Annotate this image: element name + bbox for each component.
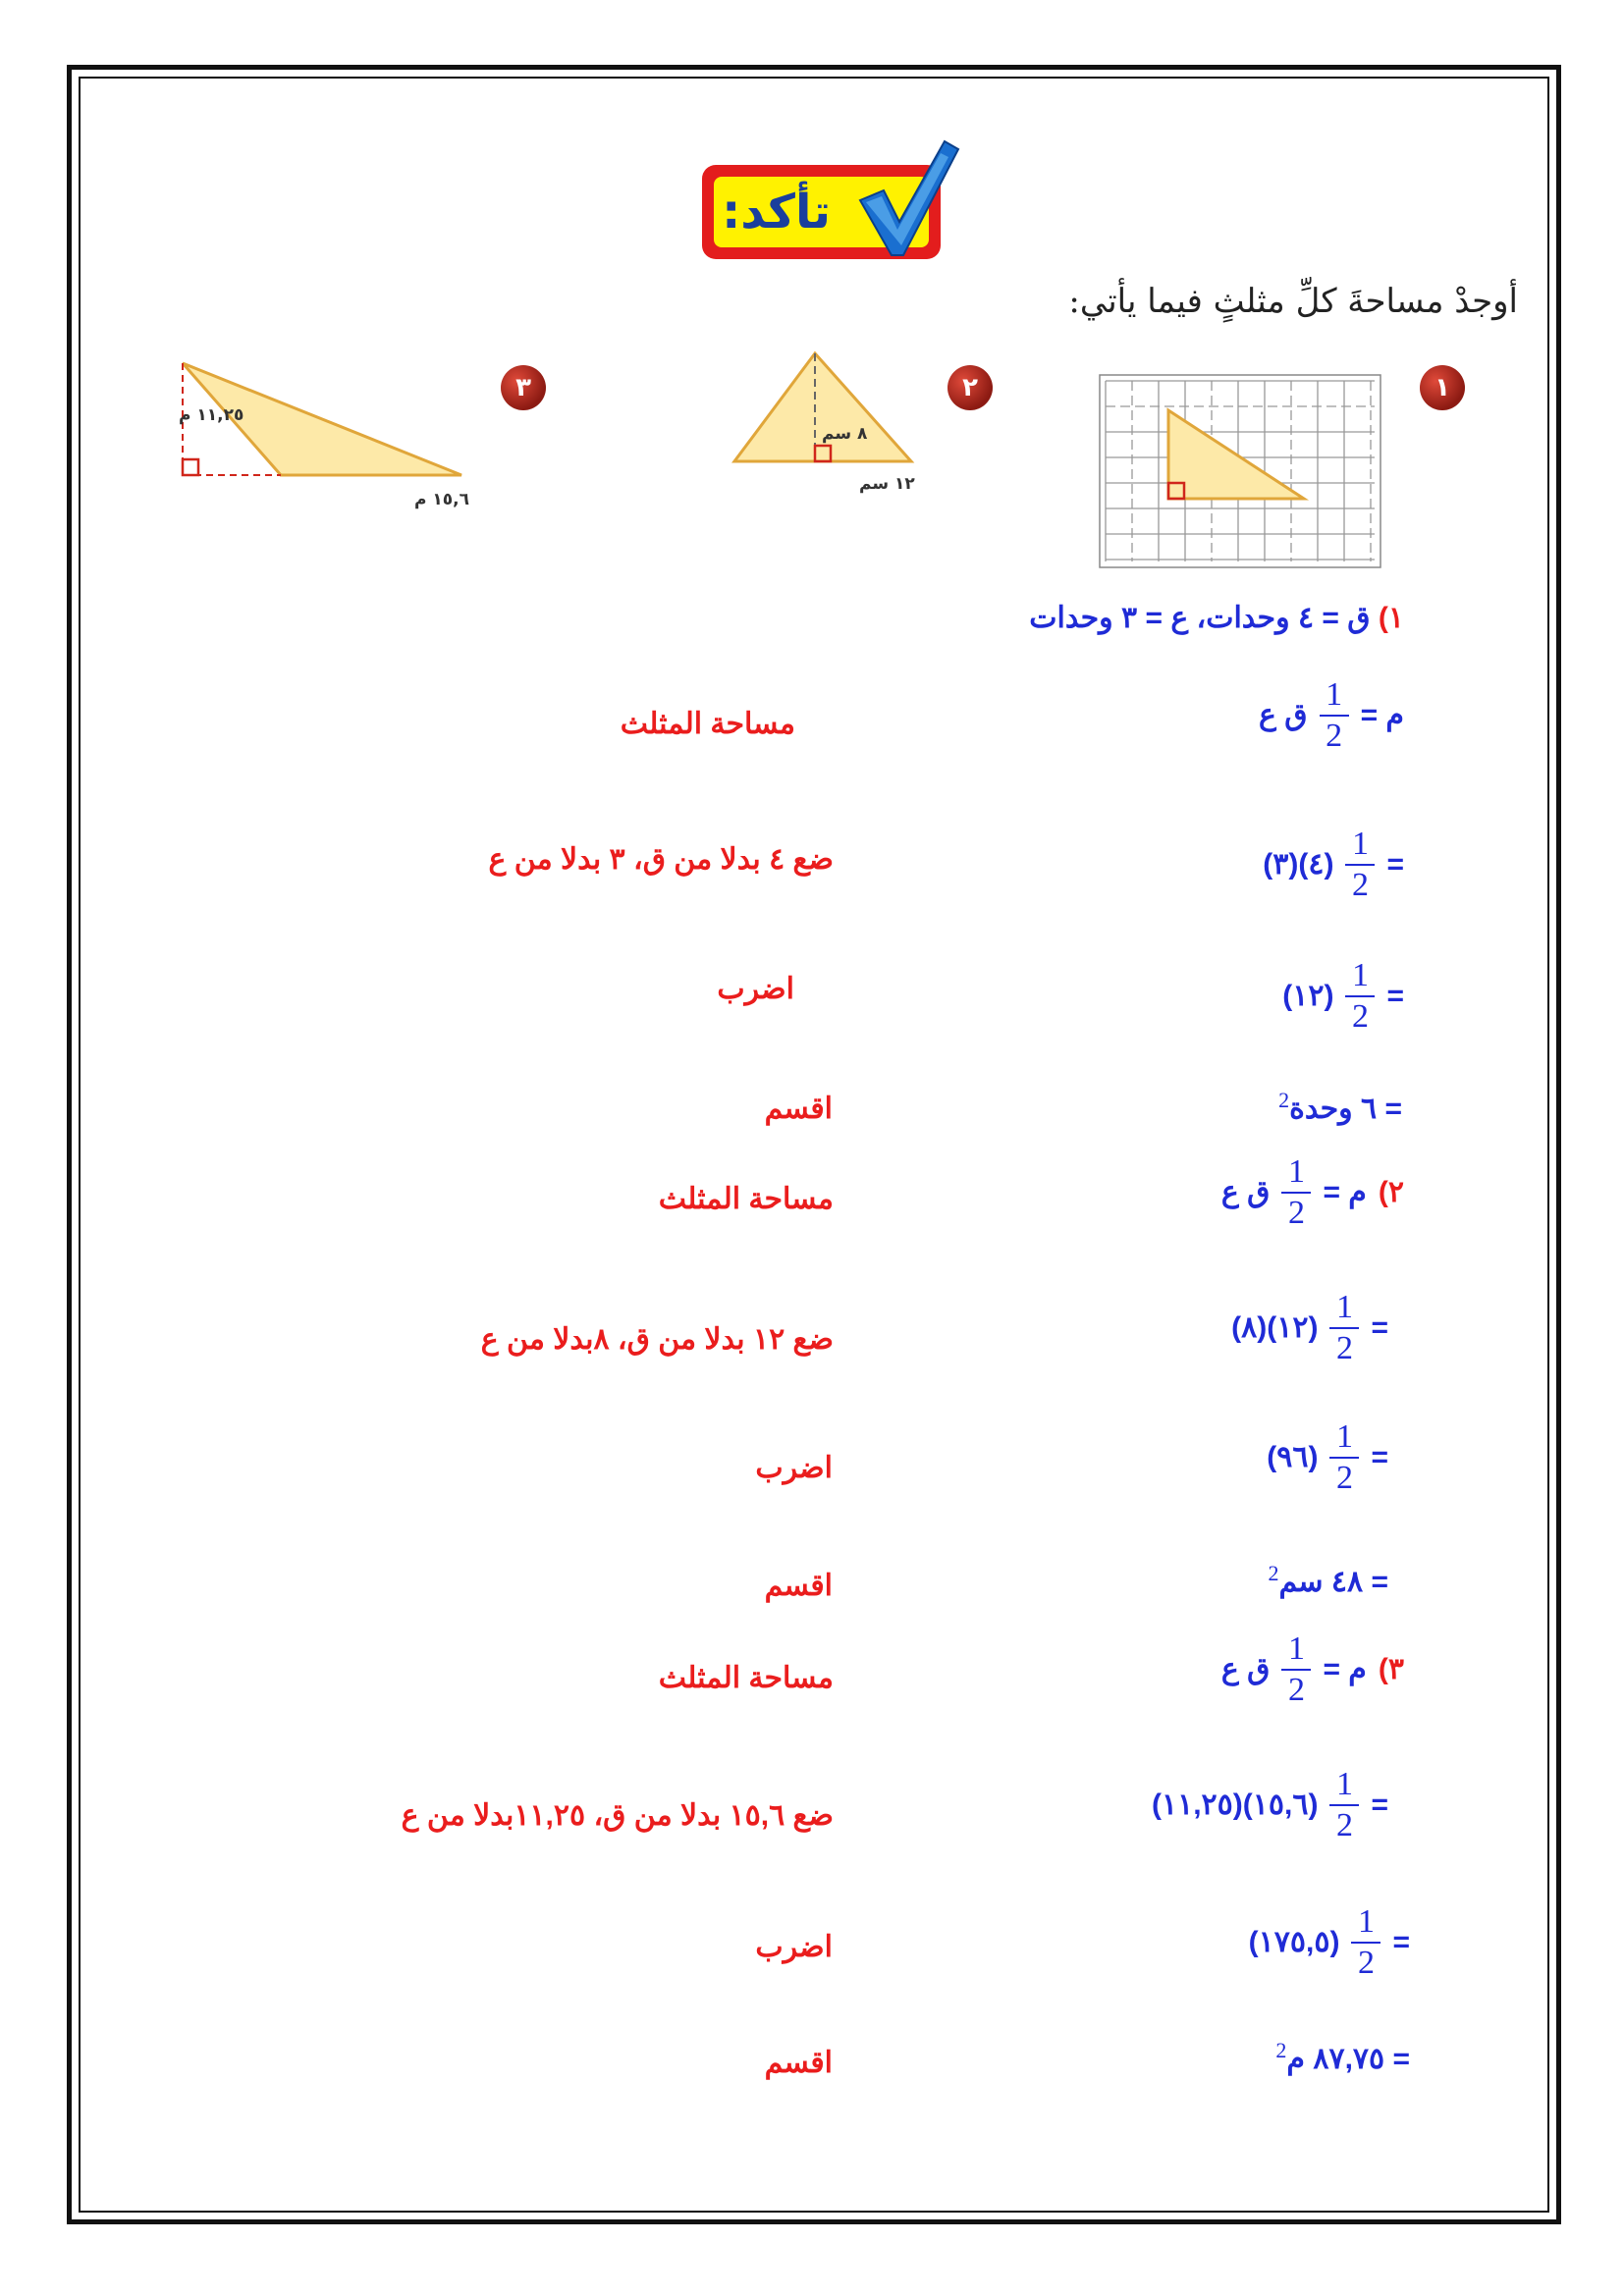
- solution-1-step-1: [1259, 677, 1404, 753]
- half-fraction: $\frac{1}{2}$: [1329, 1290, 1359, 1365]
- solution-3-step-4: = ٨٧,٧٥ م$^2$: [1275, 2038, 1410, 2075]
- solution-1-step-3: = $\frac{1}{2}$ (١٢): [1282, 957, 1404, 1035]
- solution-1-step-4-note: اقسم: [764, 1093, 833, 1125]
- solution-3-step-3-note: اضرب: [755, 1931, 833, 1963]
- half-fraction: $\frac{1}{2}$: [1345, 958, 1375, 1034]
- solution-1-step-1-rhs: ق ع: [1259, 699, 1308, 732]
- figure-2-base-text: ١٢ سم: [859, 474, 915, 494]
- solution-2-step-1-note: مساحة المثلث: [658, 1183, 834, 1215]
- half-fraction: $\frac{1}{2}$: [1329, 1767, 1359, 1842]
- solution-1-step-4: = ٦ وحدة$^2$: [1278, 1088, 1402, 1125]
- solution-1-step-1-note: مساحة المثلث: [620, 708, 795, 740]
- figure-3-number: ٣: [501, 365, 546, 410]
- half-fraction: $\frac{1}{2}$: [1329, 1419, 1359, 1495]
- solution-1-step-3-note: اضرب: [717, 973, 794, 1005]
- solution-1-step-2-note: ضع ٤ بدلا من ق، ٣ بدلا من ع: [488, 843, 834, 876]
- solution-1-step-2-rhs: (٤)(٣): [1263, 848, 1334, 881]
- half-fraction: $\frac{1}{2}$: [1320, 677, 1349, 753]
- half-fraction: $\frac{1}{2}$: [1281, 1154, 1311, 1230]
- figure-2-height-label: [758, 419, 868, 449]
- solution-3-step-1-note: مساحة المثلث: [658, 1662, 834, 1694]
- solution-2-step-4-note: اقسم: [764, 1570, 833, 1602]
- half-fraction: $\frac{1}{2}$: [1345, 827, 1375, 902]
- solution-2-step-1: ٢) م = $\frac{1}{2}$ ق ع: [1220, 1153, 1404, 1231]
- header-badge-text: تأكد:: [722, 185, 831, 240]
- solution-3-step-2: = $\frac{1}{2}$ (١٥,٦)(١١,٢٥): [1152, 1766, 1388, 1843]
- solution-1-given-text: ق = ٤ وحدات، ع = ٣ وحدات: [1029, 602, 1371, 634]
- half-fraction: $\frac{1}{2}$: [1351, 1904, 1380, 1980]
- solution-1-number: ١): [1378, 602, 1404, 634]
- solution-1-step-2: = $\frac{1}{2}$ (٤)(٣): [1263, 826, 1404, 903]
- figure-3-height-text: ١١,٢٥ م: [179, 405, 244, 425]
- figure-3-base-label: [330, 485, 469, 514]
- figure-2-number: ٢: [947, 365, 993, 410]
- solution-3-step-1: ٣) م = $\frac{1}{2}$ ق ع: [1220, 1630, 1404, 1708]
- half-fraction: $\frac{1}{2}$: [1281, 1631, 1311, 1707]
- figure-2-height-text: ٨ سم: [822, 424, 868, 444]
- solution-3-step-3: = $\frac{1}{2}$ (١٧٥,٥): [1248, 1903, 1410, 1981]
- instruction-text: أوجدْ مساحةَ كلِّ مثلثٍ فيما يأتي:: [1068, 282, 1518, 321]
- solution-3-step-2-note: ضع ١٥,٦ بدلا من ق، ١١,٢٥بدلا من ع: [401, 1799, 834, 1832]
- figure-1-grid: [1098, 373, 1382, 569]
- solution-3-number: ٣): [1378, 1653, 1404, 1686]
- solution-1-step-1-lhs: م =: [1360, 699, 1404, 732]
- checkmark-icon: [854, 137, 962, 260]
- figure-3-height-label: [81, 400, 244, 430]
- solution-2-step-2: = $\frac{1}{2}$ (١٢)(٨): [1231, 1289, 1388, 1366]
- figure-1-number: ١: [1420, 365, 1465, 410]
- figure-3-base-text: ١٥,٦ م: [414, 490, 469, 509]
- solution-1-step-3-rhs: (١٢): [1282, 980, 1334, 1013]
- solution-1-given: [1029, 601, 1404, 635]
- solution-2-number: ٢): [1378, 1176, 1404, 1209]
- solution-2-step-3: = $\frac{1}{2}$ (٩٦): [1267, 1418, 1388, 1496]
- solution-2-step-4: = ٤٨ سم$^2$: [1268, 1561, 1388, 1598]
- solution-2-step-2-note: ضع ١٢ بدلا من ق، ٨بدلا من ع: [480, 1323, 834, 1356]
- figure-2-base-label: [785, 469, 915, 499]
- solution-3-step-4-note: اقسم: [764, 2047, 833, 2079]
- solution-2-step-3-note: اضرب: [755, 1452, 833, 1484]
